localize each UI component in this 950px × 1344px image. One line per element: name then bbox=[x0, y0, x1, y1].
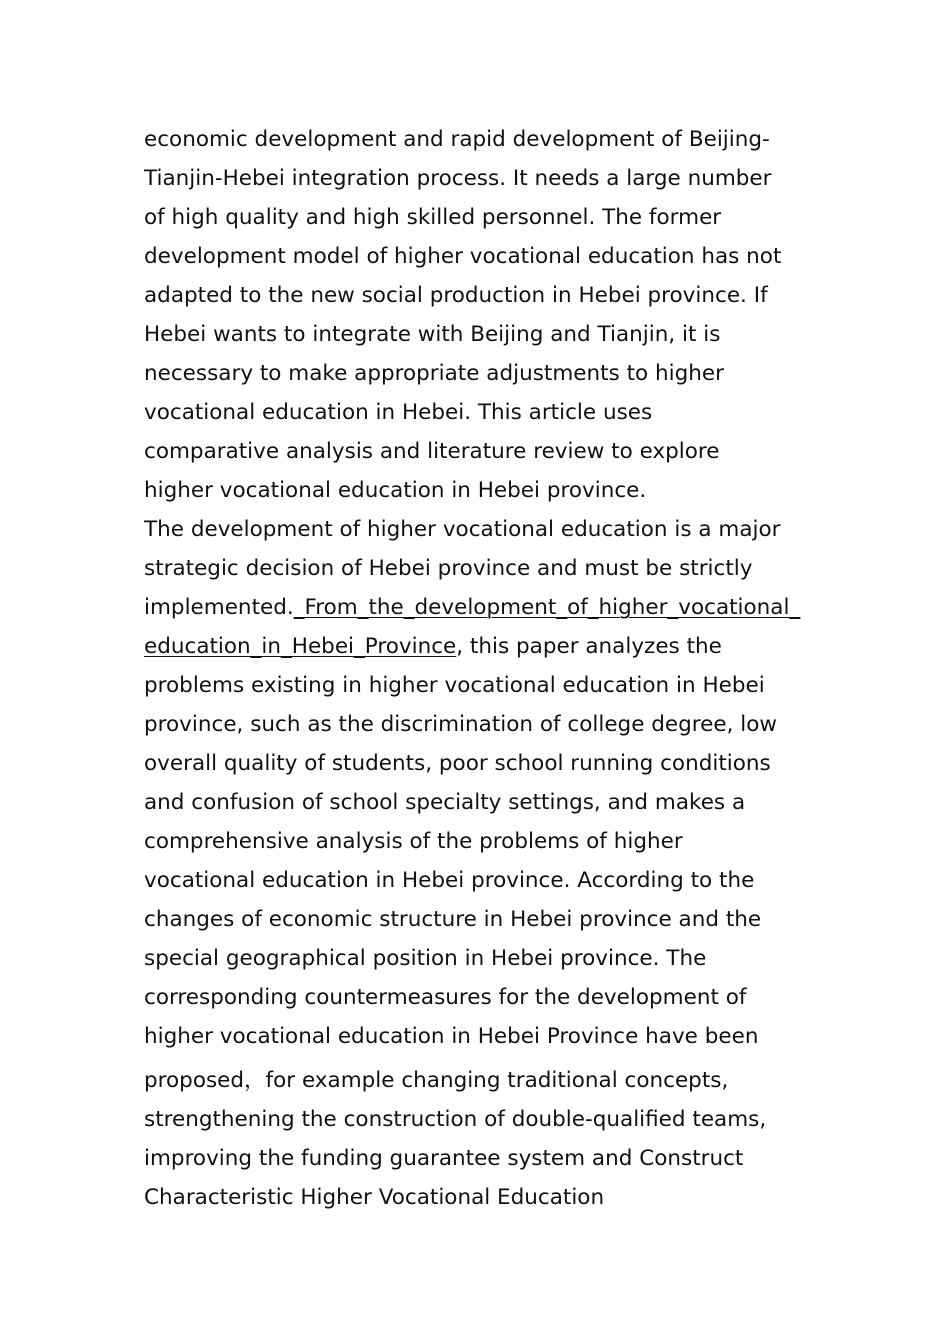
text-line: Hebei wants to integrate with Beijing and Tianjin, it is bbox=[144, 322, 721, 347]
text-segment: , this paper analyzes the bbox=[456, 634, 722, 659]
text-line: strategic decision of Hebei province and must be strictly bbox=[144, 556, 753, 581]
text-line: comprehensive analysis of the problems of higher bbox=[144, 829, 683, 854]
text-line: of high quality and high skilled personnel. The former bbox=[144, 205, 722, 230]
text-line: adapted to the new social production in Hebei province. If bbox=[144, 283, 768, 308]
text-line: problems existing in higher vocational education in Hebei bbox=[144, 673, 765, 698]
text-line: strengthening the construction of double-qualified teams, bbox=[144, 1107, 767, 1132]
underlined-text: education_in_Hebei_Province bbox=[144, 634, 457, 659]
text-line: proposed，for example changing traditional concepts, bbox=[144, 1068, 729, 1093]
text-line: comparative analysis and literature review to explore bbox=[144, 439, 720, 464]
text-line: development model of higher vocational education has not bbox=[144, 244, 782, 269]
text-line: vocational education in Hebei province. According to the bbox=[144, 868, 755, 893]
text-line: province, such as the discrimination of college degree, low bbox=[144, 712, 777, 737]
text-line: Characteristic Higher Vocational Education bbox=[144, 1185, 605, 1210]
text-line bbox=[144, 627, 824, 666]
text-line: higher vocational education in Hebei Province have been bbox=[144, 1024, 759, 1049]
text-line bbox=[144, 588, 824, 627]
text-line: economic development and rapid development of Beijing- bbox=[144, 127, 770, 152]
text-segment: implemented. bbox=[144, 595, 294, 620]
text-line: special geographical position in Hebei province. The bbox=[144, 946, 707, 971]
text-line: and confusion of school specialty settings, and makes a bbox=[144, 790, 746, 815]
text-line: improving the funding guarantee system and Construct bbox=[144, 1146, 744, 1171]
underlined-text: _From_the_development_of_higher_vocational_ bbox=[293, 595, 801, 620]
text-line: vocational education in Hebei. This article uses bbox=[144, 400, 653, 425]
text-line: Tianjin-Hebei integration process. It needs a large number bbox=[144, 166, 772, 191]
text-line: higher vocational education in Hebei province. bbox=[144, 478, 647, 503]
body-text bbox=[144, 120, 824, 1217]
text-line: changes of economic structure in Hebei province and the bbox=[144, 907, 762, 932]
text-line: overall quality of students, poor school running conditions bbox=[144, 751, 771, 776]
text-line: The development of higher vocational education is a major bbox=[144, 517, 781, 542]
text-line: corresponding countermeasures for the development of bbox=[144, 985, 747, 1010]
text-line: necessary to make appropriate adjustments to higher bbox=[144, 361, 724, 386]
